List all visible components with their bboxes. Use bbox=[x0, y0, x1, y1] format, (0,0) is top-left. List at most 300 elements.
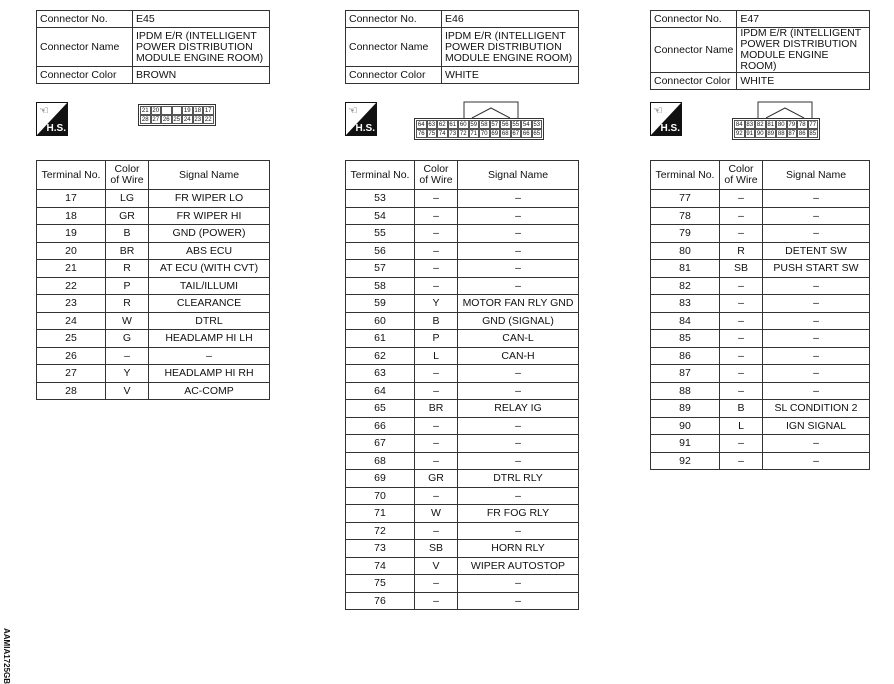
pin-cell bbox=[172, 106, 183, 115]
terminal-no-cell: 69 bbox=[346, 470, 415, 488]
table-row bbox=[346, 225, 579, 243]
pin-row bbox=[734, 129, 818, 138]
terminal-no-cell: 65 bbox=[346, 400, 415, 418]
color-of-wire-header: Color of Wire bbox=[415, 161, 458, 190]
table-row bbox=[37, 260, 270, 278]
connector-name-value: IPDM E/R (INTELLIGENT POWER DISTRIBUTION MODULE ENGINE ROOM) bbox=[442, 28, 579, 67]
wire-color-cell: – bbox=[720, 225, 763, 243]
wire-color-cell: R bbox=[106, 295, 149, 313]
connector-name-value: IPDM E/R (INTELLIGENT POWER DISTRIBUTION MODULE ENGINE ROOM) bbox=[737, 28, 870, 73]
pin-cell: 74 bbox=[438, 131, 446, 137]
pin-row bbox=[416, 120, 542, 129]
wire-color-cell: W bbox=[106, 312, 149, 330]
hs-label: H.S. bbox=[660, 123, 680, 134]
terminal-no-cell: 82 bbox=[651, 277, 720, 295]
terminal-no-cell: 78 bbox=[651, 207, 720, 225]
pin-cell: 75 bbox=[428, 131, 436, 137]
connector-column-e45 bbox=[36, 0, 270, 84]
table-row bbox=[346, 365, 579, 383]
connector-color-label: Connector Color bbox=[37, 67, 133, 84]
wire-color-cell: – bbox=[720, 295, 763, 313]
pin-cell: 60 bbox=[459, 122, 467, 128]
signal-name-cell: RELAY IG bbox=[458, 400, 579, 418]
table-row bbox=[37, 207, 270, 225]
pin-cell: 89 bbox=[767, 131, 775, 137]
table-row bbox=[651, 330, 870, 348]
terminal-no-cell: 68 bbox=[346, 452, 415, 470]
signal-name-cell: – bbox=[458, 190, 579, 208]
table-row bbox=[37, 330, 270, 348]
wire-color-cell: – bbox=[415, 575, 458, 593]
wire-color-cell: – bbox=[415, 242, 458, 260]
signal-name-cell: – bbox=[763, 277, 870, 295]
pin-cell: 82 bbox=[756, 122, 764, 128]
pin-cell: 58 bbox=[480, 122, 488, 128]
terminal-no-cell: 80 bbox=[651, 242, 720, 260]
connector-name-label: Connector Name bbox=[346, 28, 442, 67]
wire-color-cell: BR bbox=[106, 242, 149, 260]
connector-no-value: E45 bbox=[133, 11, 270, 28]
pin-cell: 66 bbox=[522, 131, 530, 137]
signal-name-cell: – bbox=[458, 260, 579, 278]
terminal-no-cell: 63 bbox=[346, 365, 415, 383]
signal-name-cell: – bbox=[458, 435, 579, 453]
signal-name-cell: – bbox=[458, 277, 579, 295]
pin-cell: 61 bbox=[449, 122, 457, 128]
table-row bbox=[651, 400, 870, 418]
signal-name-cell: – bbox=[458, 207, 579, 225]
terminal-no-cell: 90 bbox=[651, 417, 720, 435]
terminal-no-cell: 28 bbox=[37, 382, 106, 400]
terminal-no-cell: 71 bbox=[346, 505, 415, 523]
table-row bbox=[37, 365, 270, 383]
terminal-no-header: Terminal No. bbox=[346, 161, 415, 190]
table-row bbox=[651, 207, 870, 225]
harness-side-icon bbox=[36, 102, 68, 136]
terminal-no-cell: 77 bbox=[651, 190, 720, 208]
signal-name-cell: – bbox=[763, 365, 870, 383]
connector-color-label: Connector Color bbox=[346, 67, 442, 84]
terminal-no-cell: 76 bbox=[346, 592, 415, 610]
table-row bbox=[651, 190, 870, 208]
color-of-wire-header: Color of Wire bbox=[106, 161, 149, 190]
wire-color-cell: SB bbox=[720, 260, 763, 278]
table-row bbox=[346, 470, 579, 488]
wire-color-cell: GR bbox=[106, 207, 149, 225]
table-row bbox=[346, 382, 579, 400]
pin-cell: 91 bbox=[746, 131, 754, 137]
wire-color-cell: – bbox=[415, 522, 458, 540]
connector-face-e47 bbox=[732, 118, 820, 140]
table-row bbox=[37, 190, 270, 208]
table-row bbox=[346, 190, 579, 208]
signal-name-cell: – bbox=[763, 207, 870, 225]
signal-name-cell: – bbox=[458, 242, 579, 260]
table-row bbox=[346, 400, 579, 418]
connector-no-value: E47 bbox=[737, 11, 870, 28]
pin-cell: 85 bbox=[809, 131, 817, 137]
signal-name-cell: DETENT SW bbox=[763, 242, 870, 260]
table-row bbox=[346, 347, 579, 365]
signal-name-cell: ABS ECU bbox=[149, 242, 270, 260]
pin-cell: 86 bbox=[798, 131, 806, 137]
terminal-no-cell: 19 bbox=[37, 225, 106, 243]
pin-cell: 62 bbox=[438, 122, 446, 128]
pin-cell: 76 bbox=[417, 131, 425, 137]
terminal-table-e47 bbox=[650, 160, 870, 470]
terminal-no-cell: 84 bbox=[651, 312, 720, 330]
wire-color-cell: – bbox=[106, 347, 149, 365]
signal-name-cell: – bbox=[458, 417, 579, 435]
pin-cell: 54 bbox=[522, 122, 530, 128]
pin-cell: 77 bbox=[809, 122, 817, 128]
connector-info-table bbox=[650, 10, 870, 90]
signal-name-cell: – bbox=[458, 365, 579, 383]
connector-name-label: Connector Name bbox=[37, 28, 133, 67]
signal-name-cell: GND (POWER) bbox=[149, 225, 270, 243]
terminal-no-cell: 83 bbox=[651, 295, 720, 313]
pin-cell: 20 bbox=[152, 108, 160, 114]
signal-name-cell: DTRL bbox=[149, 312, 270, 330]
pin-cell: 25 bbox=[173, 117, 181, 123]
connector-color-value: BROWN bbox=[133, 67, 270, 84]
pin-cell: 19 bbox=[183, 108, 191, 114]
wire-color-cell: – bbox=[720, 277, 763, 295]
terminal-no-cell: 86 bbox=[651, 347, 720, 365]
hand-icon: ☜ bbox=[39, 105, 49, 117]
table-row bbox=[346, 260, 579, 278]
terminal-no-cell: 61 bbox=[346, 330, 415, 348]
terminal-no-cell: 18 bbox=[37, 207, 106, 225]
table-row bbox=[651, 452, 870, 470]
signal-name-cell: – bbox=[458, 487, 579, 505]
wire-color-cell: – bbox=[415, 190, 458, 208]
connector-face-e46 bbox=[414, 118, 544, 140]
table-row bbox=[37, 277, 270, 295]
terminal-no-cell: 64 bbox=[346, 382, 415, 400]
pin-cell: 65 bbox=[533, 131, 541, 137]
table-row bbox=[346, 592, 579, 610]
table-row bbox=[651, 312, 870, 330]
signal-name-cell: IGN SIGNAL bbox=[763, 417, 870, 435]
terminal-no-cell: 88 bbox=[651, 382, 720, 400]
wire-color-cell: L bbox=[415, 347, 458, 365]
pin-cell: 64 bbox=[417, 122, 425, 128]
pin-cell: 17 bbox=[204, 108, 212, 114]
pin-cell: 70 bbox=[480, 131, 488, 137]
terminal-table-e46 bbox=[345, 160, 579, 610]
signal-name-cell: CAN-H bbox=[458, 347, 579, 365]
signal-name-cell: AT ECU (WITH CVT) bbox=[149, 260, 270, 278]
signal-name-cell: – bbox=[763, 190, 870, 208]
pin-cell: 28 bbox=[141, 117, 149, 123]
signal-name-cell: MOTOR FAN RLY GND bbox=[458, 295, 579, 313]
signal-name-cell: – bbox=[458, 522, 579, 540]
terminal-no-header: Terminal No. bbox=[37, 161, 106, 190]
wire-color-cell: – bbox=[415, 277, 458, 295]
pin-cell: 27 bbox=[152, 117, 160, 123]
terminal-no-cell: 81 bbox=[651, 260, 720, 278]
pin-cell: 18 bbox=[194, 108, 202, 114]
table-row bbox=[346, 452, 579, 470]
pin-cell: 23 bbox=[194, 117, 202, 123]
terminal-no-cell: 58 bbox=[346, 277, 415, 295]
table-row bbox=[346, 277, 579, 295]
wire-color-cell: V bbox=[106, 382, 149, 400]
signal-name-header: Signal Name bbox=[763, 161, 870, 190]
table-row bbox=[346, 522, 579, 540]
wire-color-cell: P bbox=[415, 330, 458, 348]
pin-row bbox=[416, 129, 542, 138]
wire-color-cell: W bbox=[415, 505, 458, 523]
signal-name-cell: CLEARANCE bbox=[149, 295, 270, 313]
signal-name-cell: FR WIPER LO bbox=[149, 190, 270, 208]
signal-name-cell: SL CONDITION 2 bbox=[763, 400, 870, 418]
table-row bbox=[346, 330, 579, 348]
pin-cell: 72 bbox=[459, 131, 467, 137]
table-row bbox=[346, 557, 579, 575]
connector-face-e45 bbox=[138, 104, 216, 126]
table-row bbox=[651, 365, 870, 383]
pin-cell: 63 bbox=[428, 122, 436, 128]
table-row bbox=[346, 540, 579, 558]
connector-color-value: WHITE bbox=[737, 73, 870, 90]
table-row bbox=[651, 382, 870, 400]
pin-cell: 59 bbox=[470, 122, 478, 128]
table-row bbox=[346, 417, 579, 435]
table-row bbox=[651, 295, 870, 313]
pin-cell: 22 bbox=[204, 117, 212, 123]
table-row bbox=[651, 347, 870, 365]
signal-name-cell: DTRL RLY bbox=[458, 470, 579, 488]
pin-cell: 83 bbox=[746, 122, 754, 128]
wire-color-cell: – bbox=[415, 417, 458, 435]
hand-icon: ☜ bbox=[653, 105, 663, 117]
signal-name-cell: – bbox=[763, 295, 870, 313]
wire-color-cell: – bbox=[720, 435, 763, 453]
terminal-no-cell: 54 bbox=[346, 207, 415, 225]
terminal-no-cell: 87 bbox=[651, 365, 720, 383]
wire-color-cell: V bbox=[415, 557, 458, 575]
terminal-no-cell: 20 bbox=[37, 242, 106, 260]
connector-column-e47 bbox=[650, 0, 870, 90]
signal-name-cell: FR WIPER HI bbox=[149, 207, 270, 225]
terminal-no-cell: 67 bbox=[346, 435, 415, 453]
pin-cell: 24 bbox=[183, 117, 191, 123]
pin-cell: 55 bbox=[512, 122, 520, 128]
terminal-no-cell: 55 bbox=[346, 225, 415, 243]
connector-name-label: Connector Name bbox=[651, 28, 737, 73]
terminal-no-cell: 62 bbox=[346, 347, 415, 365]
wire-color-cell: L bbox=[720, 417, 763, 435]
connector-info-table bbox=[345, 10, 579, 84]
signal-name-cell: – bbox=[763, 347, 870, 365]
harness-side-icon bbox=[345, 102, 377, 136]
terminal-no-cell: 17 bbox=[37, 190, 106, 208]
pin-cell: 21 bbox=[141, 108, 149, 114]
terminal-no-cell: 21 bbox=[37, 260, 106, 278]
terminal-no-cell: 91 bbox=[651, 435, 720, 453]
wire-color-cell: SB bbox=[415, 540, 458, 558]
pin-cell: 87 bbox=[788, 131, 796, 137]
terminal-no-cell: 22 bbox=[37, 277, 106, 295]
signal-name-cell: GND (SIGNAL) bbox=[458, 312, 579, 330]
table-row bbox=[346, 242, 579, 260]
table-row bbox=[37, 312, 270, 330]
wire-color-cell: GR bbox=[415, 470, 458, 488]
wire-color-cell: B bbox=[720, 400, 763, 418]
wire-color-cell: – bbox=[720, 452, 763, 470]
signal-name-cell: HEADLAMP HI RH bbox=[149, 365, 270, 383]
table-row bbox=[346, 295, 579, 313]
pin-cell: 84 bbox=[735, 122, 743, 128]
signal-name-cell: – bbox=[458, 452, 579, 470]
wire-color-cell: B bbox=[415, 312, 458, 330]
signal-name-cell: – bbox=[763, 312, 870, 330]
pin-cell: 53 bbox=[533, 122, 541, 128]
connector-no-label: Connector No. bbox=[651, 11, 737, 28]
pin-cell: 92 bbox=[735, 131, 743, 137]
wire-color-cell: – bbox=[415, 487, 458, 505]
pin-cell: 78 bbox=[798, 122, 806, 128]
terminal-no-cell: 27 bbox=[37, 365, 106, 383]
pin-row bbox=[140, 115, 214, 124]
pin-cell bbox=[161, 106, 172, 115]
pin-cell: 68 bbox=[501, 131, 509, 137]
table-row bbox=[651, 435, 870, 453]
table-row bbox=[37, 242, 270, 260]
wire-color-cell: – bbox=[415, 435, 458, 453]
table-row bbox=[37, 382, 270, 400]
signal-name-cell: CAN-L bbox=[458, 330, 579, 348]
pin-cell: 71 bbox=[470, 131, 478, 137]
wire-color-cell: R bbox=[106, 260, 149, 278]
table-row bbox=[37, 225, 270, 243]
wire-color-cell: B bbox=[106, 225, 149, 243]
pin-cell: 69 bbox=[491, 131, 499, 137]
pin-cell: 90 bbox=[756, 131, 764, 137]
table-row bbox=[346, 487, 579, 505]
pin-cell: 81 bbox=[767, 122, 775, 128]
pin-cell: 67 bbox=[512, 131, 520, 137]
signal-name-cell: – bbox=[458, 575, 579, 593]
wire-color-cell: LG bbox=[106, 190, 149, 208]
connector-latch-icon bbox=[730, 100, 840, 118]
terminal-no-cell: 53 bbox=[346, 190, 415, 208]
table-row bbox=[651, 277, 870, 295]
terminal-no-cell: 59 bbox=[346, 295, 415, 313]
wire-color-cell: Y bbox=[415, 295, 458, 313]
table-row bbox=[651, 417, 870, 435]
pin-row bbox=[140, 106, 214, 115]
signal-name-header: Signal Name bbox=[149, 161, 270, 190]
signal-name-cell: – bbox=[763, 382, 870, 400]
harness-side-icon bbox=[650, 102, 682, 136]
table-row bbox=[651, 242, 870, 260]
figure-code: AAMIA1725GB bbox=[2, 628, 11, 684]
hand-icon: ☜ bbox=[348, 105, 358, 117]
pin-cell: 88 bbox=[777, 131, 785, 137]
terminal-no-cell: 56 bbox=[346, 242, 415, 260]
signal-name-cell: – bbox=[149, 347, 270, 365]
table-row bbox=[37, 295, 270, 313]
wire-color-cell: P bbox=[106, 277, 149, 295]
wire-color-cell: – bbox=[415, 452, 458, 470]
table-row bbox=[346, 312, 579, 330]
wire-color-cell: – bbox=[720, 382, 763, 400]
pin-row bbox=[734, 120, 818, 129]
signal-name-cell: AC-COMP bbox=[149, 382, 270, 400]
signal-name-cell: – bbox=[763, 435, 870, 453]
pin-cell: 79 bbox=[788, 122, 796, 128]
hs-label: H.S. bbox=[355, 123, 375, 134]
signal-name-cell: – bbox=[458, 225, 579, 243]
hs-label: H.S. bbox=[46, 123, 66, 134]
terminal-no-header: Terminal No. bbox=[651, 161, 720, 190]
signal-name-cell: – bbox=[763, 225, 870, 243]
wire-color-cell: – bbox=[720, 207, 763, 225]
pin-cell: 73 bbox=[449, 131, 457, 137]
terminal-no-cell: 23 bbox=[37, 295, 106, 313]
terminal-no-cell: 60 bbox=[346, 312, 415, 330]
wire-color-cell: – bbox=[415, 225, 458, 243]
connector-name-value: IPDM E/R (INTELLIGENT POWER DISTRIBUTION MODULE ENGINE ROOM) bbox=[133, 28, 270, 67]
terminal-no-cell: 25 bbox=[37, 330, 106, 348]
table-row bbox=[346, 505, 579, 523]
signal-name-header: Signal Name bbox=[458, 161, 579, 190]
terminal-no-cell: 72 bbox=[346, 522, 415, 540]
table-row bbox=[651, 225, 870, 243]
wire-color-cell: – bbox=[720, 190, 763, 208]
wire-color-cell: – bbox=[720, 312, 763, 330]
connector-color-value: WHITE bbox=[442, 67, 579, 84]
wire-color-cell: Y bbox=[106, 365, 149, 383]
wire-color-cell: – bbox=[415, 365, 458, 383]
color-of-wire-header: Color of Wire bbox=[720, 161, 763, 190]
terminal-no-cell: 92 bbox=[651, 452, 720, 470]
table-row bbox=[346, 575, 579, 593]
signal-name-cell: – bbox=[763, 452, 870, 470]
terminal-no-cell: 73 bbox=[346, 540, 415, 558]
signal-name-cell: HEADLAMP HI LH bbox=[149, 330, 270, 348]
wire-color-cell: – bbox=[415, 207, 458, 225]
table-row bbox=[346, 207, 579, 225]
connector-color-label: Connector Color bbox=[651, 73, 737, 90]
wire-color-cell: – bbox=[720, 365, 763, 383]
signal-name-cell: TAIL/ILLUMI bbox=[149, 277, 270, 295]
terminal-no-cell: 57 bbox=[346, 260, 415, 278]
wire-color-cell: – bbox=[415, 260, 458, 278]
connector-no-label: Connector No. bbox=[346, 11, 442, 28]
pin-cell: 56 bbox=[501, 122, 509, 128]
pin-cell: 80 bbox=[777, 122, 785, 128]
wire-color-cell: – bbox=[415, 592, 458, 610]
terminal-no-cell: 79 bbox=[651, 225, 720, 243]
terminal-no-cell: 24 bbox=[37, 312, 106, 330]
wire-color-cell: – bbox=[415, 382, 458, 400]
wire-color-cell: – bbox=[720, 347, 763, 365]
wire-color-cell: R bbox=[720, 242, 763, 260]
connector-column-e46 bbox=[345, 0, 579, 84]
wire-color-cell: G bbox=[106, 330, 149, 348]
connector-no-label: Connector No. bbox=[37, 11, 133, 28]
terminal-no-cell: 66 bbox=[346, 417, 415, 435]
signal-name-cell: – bbox=[458, 382, 579, 400]
pin-cell: 26 bbox=[162, 117, 170, 123]
terminal-no-cell: 75 bbox=[346, 575, 415, 593]
terminal-table-e45 bbox=[36, 160, 270, 400]
pin-cell: 57 bbox=[491, 122, 499, 128]
